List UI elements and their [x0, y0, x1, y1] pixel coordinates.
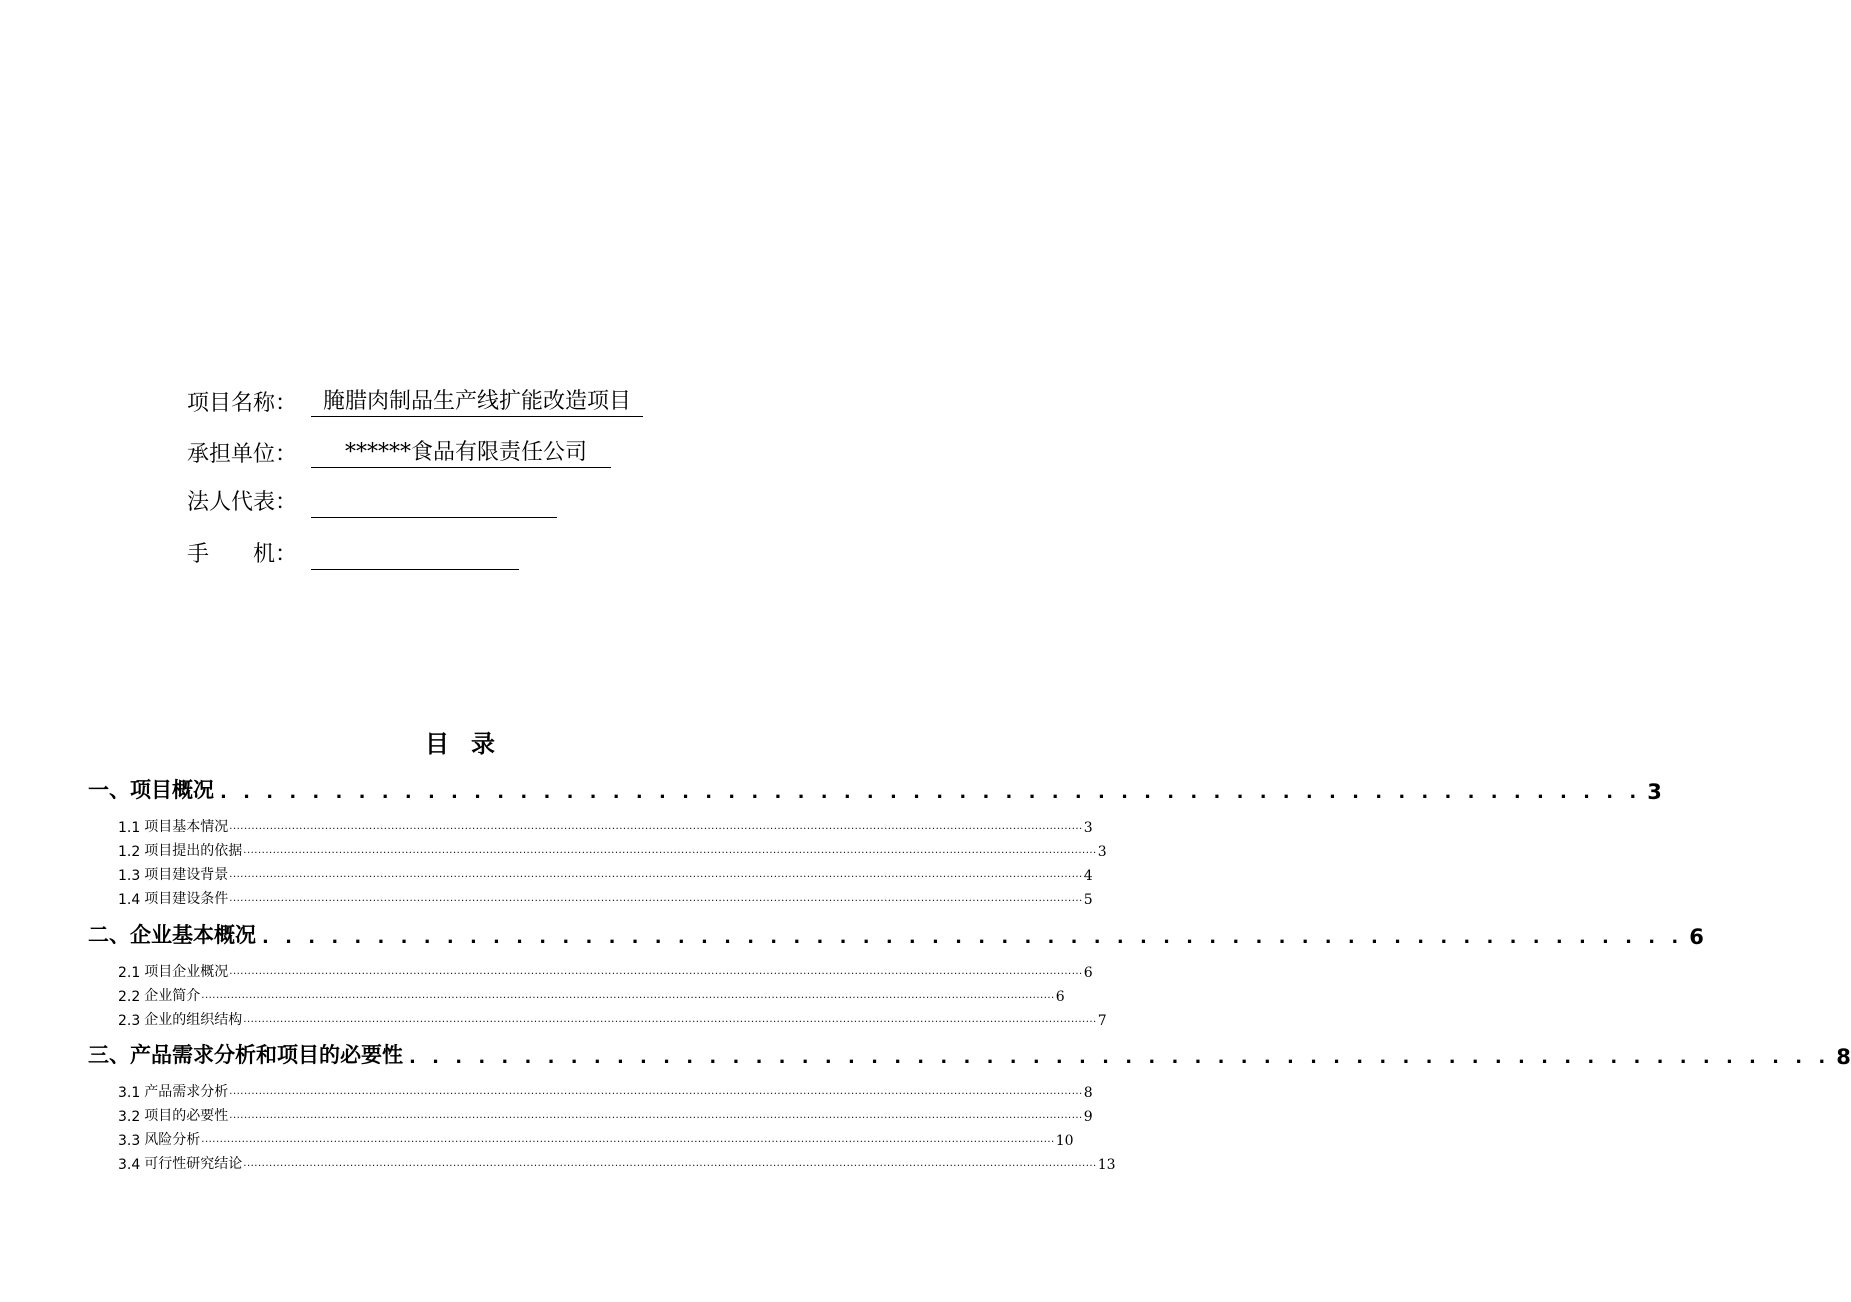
- toc-leader: . . . . . . . . . . . . . . . . . . . . . . . . . . . . . . . . . . . . . . . . . . . . . . . . . . . . . . . . . . . . . .: [409, 1047, 1831, 1068]
- toc-leader: ........................................................................................................................................................................................................................................: [229, 1110, 1083, 1121]
- toc-section-page: 3: [1647, 780, 1662, 804]
- toc-item-page: 8: [1083, 1085, 1093, 1101]
- toc-leader: . . . . . . . . . . . . . . . . . . . . . . . . . . . . . . . . . . . . . . . . . . . . . . . . . . . . . . . . . . . . . .: [220, 782, 1642, 803]
- toc-item-page: 9: [1083, 1109, 1093, 1125]
- toc-leader: ........................................................................................................................................................................................................................................: [243, 1014, 1097, 1025]
- toc-item-label: 项目的必要性: [144, 1108, 229, 1124]
- project-name-value: 腌腊肉制品生产线扩能改造项目: [311, 384, 643, 417]
- toc-section-page: 8: [1836, 1045, 1851, 1069]
- toc-item-page: 3: [1097, 844, 1107, 860]
- toc-leader: ........................................................................................................................................................................................................................................: [229, 869, 1083, 880]
- phone-blank: [311, 568, 519, 570]
- toc-item-page: 3: [1083, 820, 1093, 836]
- toc-section-label: 三、产品需求分析和项目的必要性: [88, 1043, 403, 1067]
- toc-item-number: 2.2: [118, 989, 141, 1005]
- toc-leader: . . . . . . . . . . . . . . . . . . . . . . . . . . . . . . . . . . . . . . . . . . . . . . . . . . . . . . . . . . . . . .: [262, 927, 1684, 948]
- toc-item-number: 1.3: [118, 868, 141, 884]
- toc-section-label: 一、项目概况: [88, 778, 214, 802]
- toc-leader: ........................................................................................................................................................................................................................................: [229, 966, 1083, 977]
- toc-item[interactable]: [118, 983, 1065, 1005]
- toc-section[interactable]: [88, 770, 1662, 804]
- toc-item-label: 企业简介: [144, 988, 201, 1004]
- toc-item-number: 1.4: [118, 892, 141, 908]
- toc-item[interactable]: [118, 959, 1093, 981]
- toc-item[interactable]: [118, 1007, 1107, 1029]
- toc-item[interactable]: [118, 1151, 1116, 1173]
- toc-item-number: 3.4: [118, 1157, 141, 1173]
- toc-title: 目录: [425, 730, 517, 758]
- toc-item[interactable]: [118, 814, 1093, 836]
- toc-item-page: 6: [1055, 989, 1065, 1005]
- toc-item-number: 2.3: [118, 1013, 141, 1029]
- toc-leader: ........................................................................................................................................................................................................................................: [201, 1134, 1055, 1145]
- toc-item-label: 风险分析: [144, 1132, 201, 1148]
- toc-leader: ........................................................................................................................................................................................................................................: [229, 1086, 1083, 1097]
- unit-value: ******食品有限责任公司: [311, 435, 611, 468]
- toc-item-label: 项目企业概况: [144, 964, 229, 980]
- toc-leader: ........................................................................................................................................................................................................................................: [201, 990, 1055, 1001]
- toc-item-number: 3.1: [118, 1085, 141, 1101]
- toc-section[interactable]: [88, 915, 1704, 949]
- unit-label: 承担单位：: [187, 442, 298, 467]
- toc-item-number: 3.3: [118, 1133, 141, 1149]
- toc-item[interactable]: [118, 862, 1093, 884]
- toc-item-label: 项目建设条件: [144, 891, 229, 907]
- toc-section[interactable]: [88, 1035, 1851, 1069]
- toc-item[interactable]: [118, 838, 1107, 860]
- toc-item-label: 项目提出的依据: [144, 843, 243, 859]
- toc-section-label: 二、企业基本概况: [88, 923, 256, 947]
- toc-leader: ........................................................................................................................................................................................................................................: [229, 821, 1083, 832]
- toc-item-page: 4: [1083, 868, 1093, 884]
- toc-item-label: 企业的组织结构: [144, 1012, 243, 1028]
- toc-item-page: 5: [1083, 892, 1093, 908]
- toc-section-page: 6: [1689, 925, 1704, 949]
- toc-item-page: 6: [1083, 965, 1093, 981]
- phone-label: 手 机：: [187, 542, 298, 567]
- toc-leader: ........................................................................................................................................................................................................................................: [243, 845, 1097, 856]
- toc-item-label: 项目基本情况: [144, 819, 229, 835]
- toc-leader: ........................................................................................................................................................................................................................................: [229, 893, 1083, 904]
- toc-item-page: 10: [1055, 1133, 1074, 1149]
- toc-item-page: 7: [1097, 1013, 1107, 1029]
- toc-item[interactable]: [118, 886, 1093, 908]
- toc-item[interactable]: [118, 1127, 1074, 1149]
- toc-item-number: 3.2: [118, 1109, 141, 1125]
- toc-item[interactable]: [118, 1103, 1093, 1125]
- toc-item[interactable]: [118, 1079, 1093, 1101]
- toc-item-number: 1.1: [118, 820, 141, 836]
- legal-rep-blank: [311, 516, 557, 518]
- toc-item-label: 项目建设背景: [144, 867, 229, 883]
- project-name-label: 项目名称：: [187, 391, 298, 416]
- toc-item-number: 2.1: [118, 965, 141, 981]
- toc-leader: ........................................................................................................................................................................................................................................: [243, 1158, 1097, 1169]
- toc-item-number: 1.2: [118, 844, 141, 860]
- legal-rep-label: 法人代表：: [187, 490, 298, 515]
- toc-item-label: 产品需求分析: [144, 1084, 229, 1100]
- toc-item-label: 可行性研究结论: [144, 1156, 243, 1172]
- toc-item-page: 13: [1097, 1157, 1116, 1173]
